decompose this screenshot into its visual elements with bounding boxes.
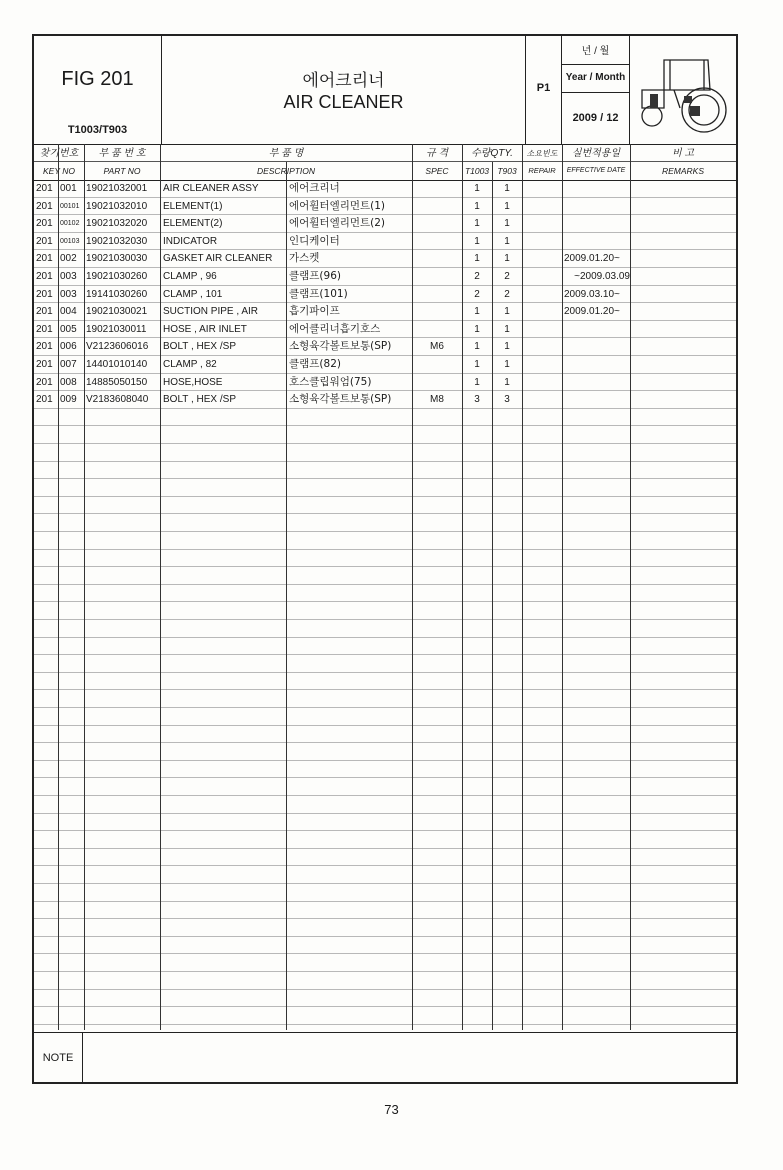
cell-fig: 201	[36, 341, 53, 353]
cell-spec	[412, 303, 462, 320]
cell-qb: 1	[504, 253, 510, 265]
cell-key: 002	[60, 253, 77, 265]
col-remarks-en: REMARKS	[661, 166, 705, 176]
cell-spec	[412, 374, 462, 391]
figure-number: FIG 201	[61, 68, 134, 90]
cell-key: 004	[60, 306, 77, 318]
cell-qb: 1	[504, 200, 510, 212]
year-month-en: Year / Month	[562, 64, 629, 93]
cell-qb: 1	[504, 341, 510, 353]
cell-qa: 1	[474, 359, 480, 370]
cell-qb: 1	[504, 306, 510, 318]
cell-desc-ko: 가스켓	[289, 252, 320, 265]
cell-key: 009	[60, 394, 77, 406]
cell-desc-en: CLAMP , 82	[163, 359, 217, 370]
cell-eff: 2009.01.20~	[564, 306, 620, 318]
cell-desc-ko: 소형육각볼트보통(SP)	[289, 340, 392, 353]
cell-part: 19021032001	[86, 183, 148, 194]
cell-spec: M8	[430, 394, 444, 406]
cell-part: 19021030030	[86, 253, 148, 265]
col-desc-ko: 부 품 명	[268, 148, 304, 159]
cell-fig: 201	[36, 235, 53, 247]
cell-desc-en: HOSE , AIR INLET	[163, 323, 247, 335]
cell-desc-ko: 에어크리너	[289, 182, 340, 194]
note-area	[34, 1032, 736, 1083]
page-code: P1	[536, 82, 551, 94]
cell-qb: 1	[504, 183, 510, 194]
cell-part: V2183608040	[86, 394, 149, 406]
cell-desc-ko: 흡기파이프	[289, 305, 340, 318]
cell-qa: 1	[474, 218, 480, 230]
cell-desc-en: BOLT , HEX /SP	[163, 394, 236, 406]
cell-eff	[564, 233, 630, 250]
note-label: NOTE	[34, 1033, 83, 1083]
cell-key: 006	[60, 341, 77, 353]
cell-desc-en: BOLT , HEX /SP	[163, 341, 236, 353]
cell-part: 19021032020	[86, 218, 148, 230]
year-month-ko: 년 / 월	[562, 36, 629, 65]
cell-spec	[412, 356, 462, 373]
cell-eff	[564, 215, 630, 232]
cell-spec	[412, 321, 462, 338]
cell-spec	[412, 250, 462, 267]
cell-qb: 3	[504, 394, 510, 406]
cell-eff	[564, 338, 630, 355]
cell-qa: 1	[474, 253, 480, 265]
cell-key: 003	[60, 271, 77, 282]
cell-key: 001	[60, 183, 77, 194]
sheet-header	[34, 36, 736, 145]
tractor-icon	[634, 46, 732, 134]
cell-desc-en: HOSE,HOSE	[163, 376, 223, 388]
cell-fig: 201	[36, 183, 53, 194]
cell-eff: 2009.01.20~	[564, 253, 620, 265]
cell-desc-en: ELEMENT(2)	[163, 218, 223, 230]
cell-desc-ko: 클램프(101)	[289, 287, 348, 300]
cell-fig: 201	[36, 253, 53, 265]
cell-desc-en: SUCTION PIPE , AIR	[163, 306, 259, 318]
col-spec-en: SPEC	[425, 166, 449, 176]
cell-fig: 201	[36, 218, 53, 230]
cell-eff	[564, 356, 630, 373]
page-number: 73	[384, 1102, 399, 1117]
cell-fig: 201	[36, 288, 53, 300]
cell-desc-ko: 호스클립워엄(75)	[289, 375, 372, 388]
cell-fig: 201	[36, 306, 53, 318]
cell-spec: M6	[430, 341, 444, 353]
col-eff-en: EFFECTIVE DATE	[566, 167, 626, 174]
cell-key: 00102	[60, 220, 80, 228]
year-month-value: 2009 / 12	[572, 112, 619, 124]
cell-spec	[412, 180, 462, 197]
cell-desc-ko: 클램프(82)	[289, 358, 341, 370]
cell-key: 00103	[60, 237, 80, 245]
title-box	[162, 36, 526, 144]
cell-spec	[412, 233, 462, 250]
cell-qa: 1	[474, 200, 480, 212]
cell-fig: 201	[36, 394, 53, 406]
figure-box	[34, 36, 162, 144]
cell-desc-en: INDICATOR	[163, 235, 218, 247]
model-label: T1003/T903	[67, 124, 128, 136]
title-english: AIR CLEANER	[283, 92, 404, 112]
cell-qb: 2	[504, 271, 510, 282]
page-code-box	[526, 36, 562, 144]
cell-eff: ~2009.03.09	[574, 271, 630, 282]
year-month-box	[562, 36, 630, 144]
cell-qb: 1	[504, 359, 510, 370]
col-qty-t1003: T1003	[464, 166, 490, 176]
col-key-en: KEY NO	[43, 166, 75, 176]
cell-eff: 2009.03.10~	[564, 288, 620, 300]
cell-qa: 1	[474, 323, 480, 335]
cell-fig: 201	[36, 359, 53, 370]
cell-desc-en: CLAMP , 101	[163, 288, 223, 300]
cell-eff	[564, 198, 630, 215]
cell-key: 008	[60, 376, 77, 388]
cell-key: 005	[60, 323, 77, 335]
col-part-ko: 부 품 번 호	[98, 148, 146, 159]
cell-part: V2123606016	[86, 341, 149, 353]
cell-spec	[412, 215, 462, 232]
cell-qa: 2	[474, 288, 480, 300]
cell-qb: 1	[504, 376, 510, 388]
col-qty-t903: T903	[497, 166, 517, 176]
cell-desc-en: CLAMP , 96	[163, 271, 217, 282]
cell-fig: 201	[36, 200, 53, 212]
cell-qa: 1	[474, 183, 480, 194]
cell-key: 007	[60, 359, 77, 370]
col-qty-ko: 수량QTY.	[471, 148, 513, 159]
cell-part: 19141030260	[86, 288, 148, 300]
cell-part: 19021030021	[86, 306, 148, 318]
cell-part: 19021030260	[86, 271, 148, 282]
col-eff-ko: 실번적용일	[571, 148, 621, 159]
col-remarks-ko: 비 고	[671, 148, 695, 159]
col-key-ko: 찾기번호	[39, 148, 79, 159]
cell-qa: 1	[474, 306, 480, 318]
cell-qb: 1	[504, 323, 510, 335]
col-desc-en: DESCRIPTION	[256, 166, 316, 176]
cell-qb: 1	[504, 235, 510, 247]
col-repair-ko: 소요빈도	[526, 149, 558, 158]
cell-qa: 1	[474, 235, 480, 247]
col-part-en: PART NO	[103, 166, 141, 176]
cell-qb: 1	[504, 218, 510, 230]
cell-desc-ko: 인디케이터	[289, 234, 340, 247]
parts-sheet	[32, 34, 738, 1084]
cell-fig: 201	[36, 271, 53, 282]
cell-spec	[412, 198, 462, 215]
cell-qa: 1	[474, 341, 480, 353]
cell-eff	[564, 180, 630, 197]
cell-qa: 2	[474, 271, 480, 282]
cell-desc-en: GASKET AIR CLEANER	[163, 253, 273, 265]
cell-spec	[412, 268, 462, 285]
cell-desc-ko: 에어클리너흡기호스	[289, 322, 381, 335]
cell-desc-ko: 에어휠터엘리먼트(1)	[289, 199, 386, 212]
cell-desc-en: AIR CLEANER ASSY	[163, 183, 259, 194]
cell-qa: 3	[474, 394, 480, 406]
cell-desc-ko: 클램프(96)	[289, 270, 341, 282]
cell-part: 19021032030	[86, 235, 148, 247]
cell-qa: 1	[474, 376, 480, 388]
cell-part: 19021032010	[86, 200, 148, 212]
cell-spec	[412, 286, 462, 303]
col-repair-en: REPAIR	[528, 166, 556, 175]
cell-qb: 2	[504, 288, 510, 300]
cell-desc-ko: 소형육각볼트보통(SP)	[289, 393, 392, 406]
cell-fig: 201	[36, 323, 53, 335]
cell-part: 14885050150	[86, 376, 148, 388]
cell-desc-en: ELEMENT(1)	[163, 200, 223, 212]
cell-key: 00101	[60, 202, 80, 210]
title-korean: 에어크리너	[302, 71, 385, 91]
cell-fig: 201	[36, 376, 53, 388]
cell-key: 003	[60, 288, 77, 300]
col-spec-ko: 규 격	[425, 148, 449, 159]
cell-eff	[564, 321, 630, 338]
cell-part: 19021030011	[86, 323, 147, 335]
cell-desc-ko: 에어휠터엘리먼트(2)	[289, 217, 386, 230]
cell-eff	[564, 374, 630, 391]
cell-eff	[564, 391, 630, 408]
cell-part: 14401010140	[86, 359, 148, 370]
